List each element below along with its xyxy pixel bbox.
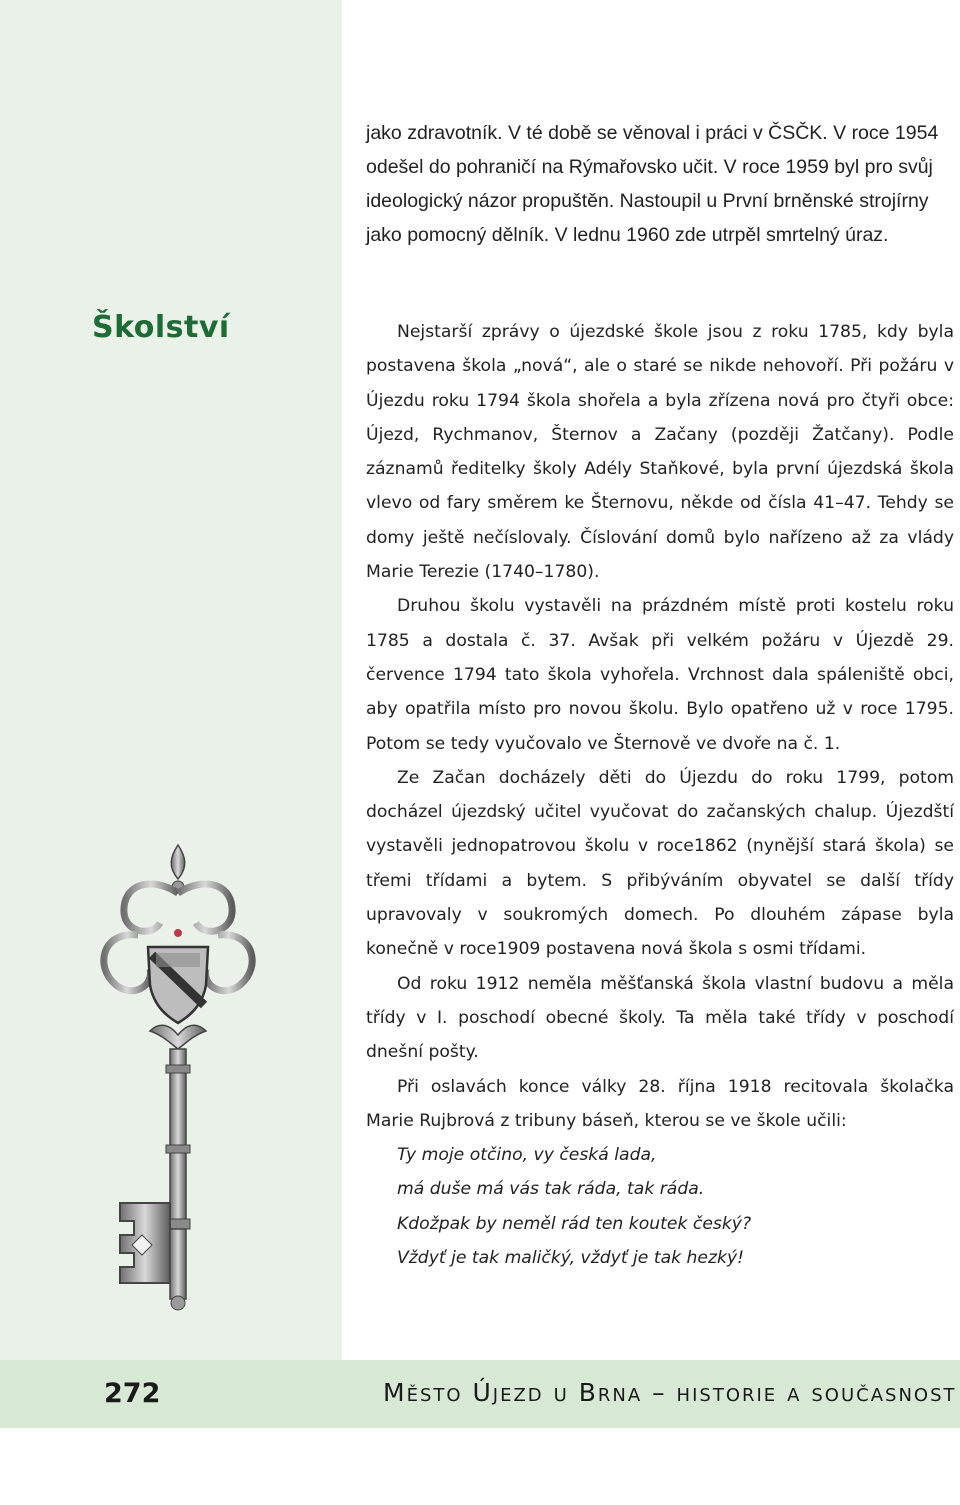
poem-line: má duše má vás tak ráda, tak ráda. (397, 1179, 705, 1200)
intro-paragraph: jako zdravotník. V té době se věnoval i práci v ČSČK. V roce 1954 odešel do pohraničí na Rýmařovsko učit. V roce 1959 byl pro svůj ideologický názor propuštěn. Nastoupil u První brněnské strojírny jako pomocný dělník. V lednu 1960 zde utrpěl smrtelný úraz. (366, 122, 939, 246)
page-number: 272 (104, 1378, 161, 1409)
poem-line: Vždyť je tak maličký, vždyť je tak hezký! (397, 1248, 745, 1269)
running-title: Město Újezd u Brna – historie a současnost (383, 1378, 957, 1407)
section-body (366, 315, 954, 1275)
paragraph: Ze Začan docházely děti do Újezdu do roku 1799, potom docházel újezdský učitel vyučovat do začanských chalup. Újezdští vystavěli jednopatrovou školu v roce1862 (nynější stará škola) se třemi třídami a bytem. S přibýváním obyvatel se další třídy upravovaly v soukromých domech. Po dlouhém zápase byla konečně v roce1909 postavena nová škola s osmi třídami. (366, 767, 954, 960)
antique-key-icon (90, 835, 265, 1315)
paragraph: Druhou školu vystavěli na prázdném místě proti kostelu roku 1785 a dostala č. 37. Avšak při velkém požáru v Újezdě 29. července 1794 tato škola vyhořela. Vrchnost dala spáleniště obci, aby opatřila místo pro novou školu. Bylo opatřeno už v roce 1795. Potom se tedy vyučovalo ve Šternově ve dvoře na č. 1. (366, 596, 954, 754)
paragraph: Od roku 1912 neměla měšťanská škola vlastní budovu a měla třídy v I. poschodí obecné školy. Ta měla také třídy v poschodí dnešní pošty. (366, 973, 954, 1063)
paragraph: Nejstarší zprávy o újezdské škole jsou z roku 1785, kdy byla postavena škola „nová“, ale o staré se nikde nehovoří. Při požáru v Újezdu roku 1794 škola shořela a byla zřízena nová pro čtyři obce: Újezd, Rychmanov, Šternov a Začany (později Žatčany). Podle záznamů ředitelky školy Adély Staňkové, byla první újezdská škola vlevo od fary směrem ke Šternovu, někde od čísla 41–47. Tehdy se domy ještě nečíslovaly. Číslování domů bylo nařízeno až za vlády Marie Terezie (1740–1780). (366, 322, 954, 583)
poem-line: Kdožpak by neměl rád ten koutek český? (397, 1213, 752, 1234)
paragraph: Při oslavách konce války 28. října 1918 recitovala školačka Marie Rujbrová z tribuny báseň, kterou se ve škole učili: (366, 1076, 954, 1131)
section-heading: Školství (92, 310, 230, 345)
poem-line: Ty moje otčino, vy česká lada, (397, 1145, 657, 1166)
poem (366, 1138, 954, 1275)
